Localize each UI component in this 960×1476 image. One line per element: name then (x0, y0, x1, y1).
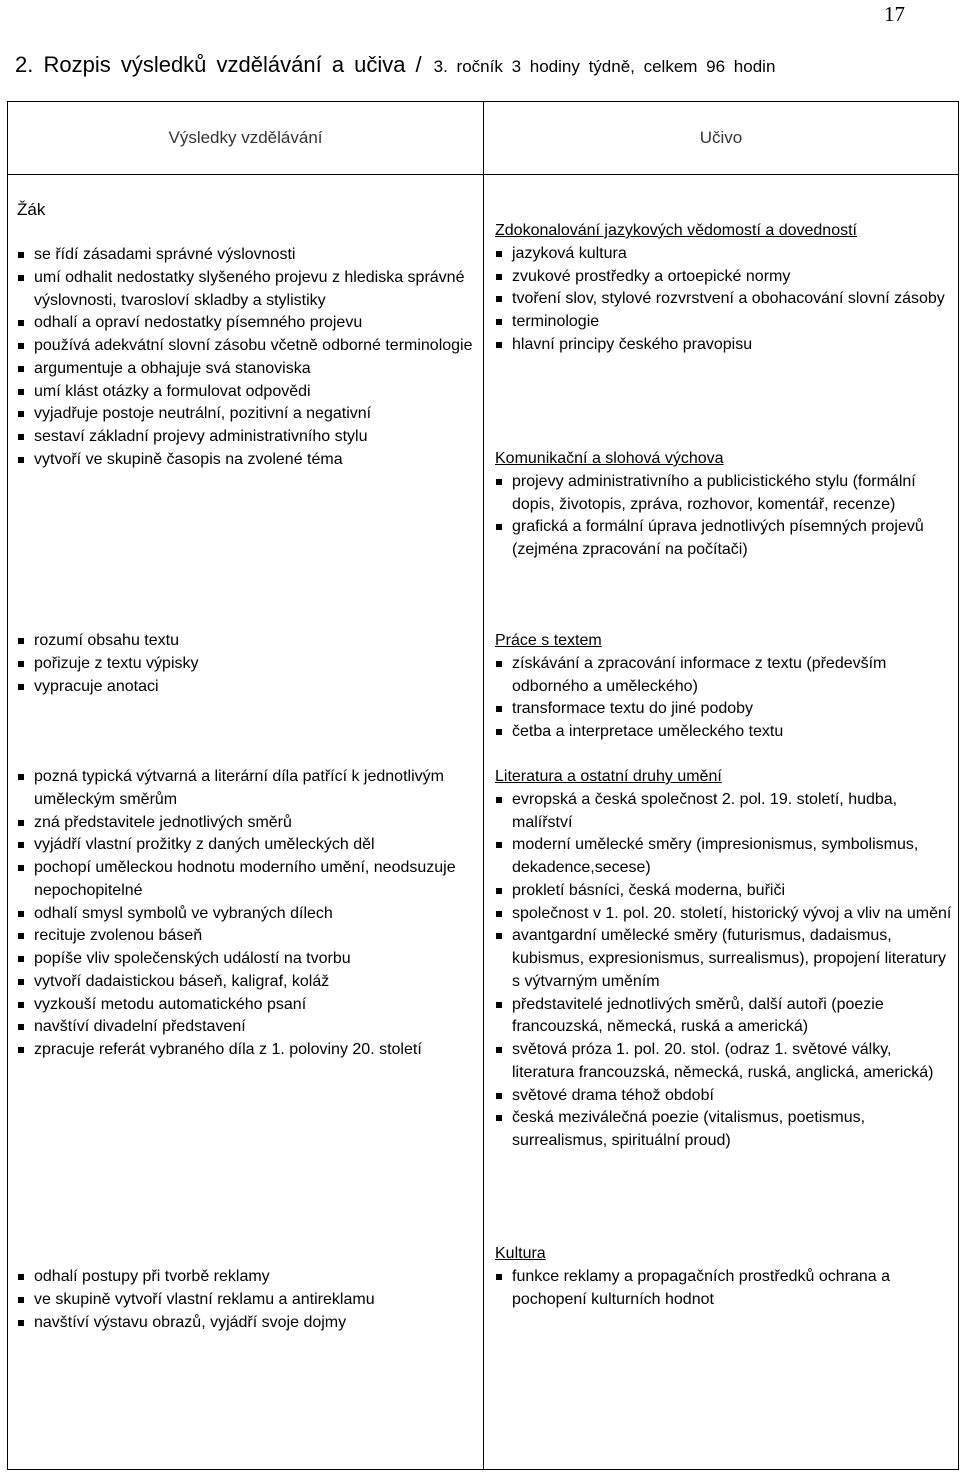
curriculum-section-culture (495, 1243, 955, 1311)
curriculum-section-language (495, 220, 955, 357)
list-item: projevy administrativního a publicistického stylu (formální dopis, životopis, zpráva, rozhovor, komentář, recenze) (495, 471, 955, 517)
list-item: hlavní principy českého pravopisu (495, 334, 955, 357)
list-item: se řídí zásadami správné výslovnosti (17, 244, 479, 267)
list-item: vyzkouší metodu automatického psaní (17, 994, 479, 1017)
header-results: Výsledky vzdělávání (168, 128, 323, 147)
results-group-culture (17, 1266, 479, 1334)
list-item: popíše vliv společenských událostí na tvorbu (17, 948, 479, 971)
list-item: umí odhalit nedostatky slyšeného projevu z hlediska správné výslovnosti, tvarosloví skladby a stylistiky (17, 267, 479, 313)
list-item: vyjadřuje postoje neutrální, pozitivní a negativní (17, 403, 479, 426)
page-heading (15, 52, 945, 78)
list-item: získávání a zpracování informace z textu (především odborného a uměleckého) (495, 653, 955, 699)
list-item: představitelé jednotlivých směrů, další autoři (poezie francouzská, německá, ruská a americká) (495, 994, 955, 1040)
list-item: jazyková kultura (495, 243, 955, 266)
list-item: vypracuje anotaci (17, 676, 479, 699)
list-item: navštíví divadelní představení (17, 1016, 479, 1039)
list-item: grafická a formální úprava jednotlivých písemných projevů (zejména zpracování na počítači) (495, 516, 955, 562)
list-item: odhalí smysl symbolů ve vybraných dílech (17, 903, 479, 926)
results-group-language (17, 244, 479, 472)
list-item: umí klást otázky a formulovat odpovědi (17, 381, 479, 404)
list-item: tvoření slov, stylové rozvrstvení a obohacování slovní zásoby (495, 288, 955, 311)
heading-separator: / (415, 52, 422, 77)
list-item: pořizuje z textu výpisky (17, 653, 479, 676)
list-item: česká meziválečná poezie (vitalismus, poetismus, surrealismus, spirituální proud) (495, 1107, 955, 1153)
list-item: avantgardní umělecké směry (futurismus, dadaismus, kubismus, expresionismus, surrealismus), propojení literatury s výtvarným uměním (495, 925, 955, 993)
section-title: Zdokonalování jazykových vědomostí a dovedností (495, 222, 857, 239)
list-item: vyjádří vlastní prožitky z daných uměleckých děl (17, 834, 479, 857)
list-item: četba a interpretace uměleckého textu (495, 721, 955, 744)
list-item: moderní umělecké směry (impresionismus, symbolismus, dekadence,secese) (495, 834, 955, 880)
column-divider (483, 102, 484, 1469)
page-number: 17 (884, 2, 905, 26)
list-item: terminologie (495, 311, 955, 334)
list-item: zvukové prostředky a ortoepické normy (495, 266, 955, 289)
list-item: vytvoří ve skupině časopis na zvolené téma (17, 449, 479, 472)
list-item: používá adekvátní slovní zásobu včetně odborné terminologie (17, 335, 479, 358)
list-item: vytvoří dadaistickou báseň, kaligraf, koláž (17, 971, 479, 994)
list-item: recituje zvolenou báseň (17, 925, 479, 948)
section-title: Kultura (495, 1245, 546, 1262)
curriculum-section-literature (495, 766, 955, 1153)
results-group-text (17, 630, 479, 698)
list-item: zpracuje referát vybraného díla z 1. poloviny 20. století (17, 1039, 479, 1062)
list-item: pochopí uměleckou hodnotu moderního umění, neodsuzuje nepochopitelné (17, 857, 479, 903)
list-item: ve skupině vytvoří vlastní reklamu a antireklamu (17, 1289, 479, 1312)
list-item: světová próza 1. pol. 20. stol. (odraz 1. světové války, literatura francouzská, německá, ruská, anglická, americká) (495, 1039, 955, 1085)
section-title: Literatura a ostatní druhy umění (495, 768, 722, 785)
header-curriculum: Učivo (699, 128, 743, 147)
list-item: sestaví základní projevy administrativního stylu (17, 426, 479, 449)
list-item: pozná typická výtvarná a literární díla patřící k jednotlivým uměleckým směrům (17, 766, 479, 812)
curriculum-table (7, 101, 959, 1470)
student-label: Žák (17, 200, 46, 219)
list-item: odhalí postupy při tvorbě reklamy (17, 1266, 479, 1289)
list-item: funkce reklamy a propagačních prostředků ochrana a pochopení kulturních hodnot (495, 1266, 955, 1312)
list-item: zná představitele jednotlivých směrů (17, 812, 479, 835)
list-item: rozumí obsahu textu (17, 630, 479, 653)
heading-subtitle: 3. ročník 3 hodiny týdně, celkem 96 hodin (433, 57, 776, 76)
list-item: společnost v 1. pol. 20. století, historický vývoj a vliv na umění (495, 903, 955, 926)
list-item: evropská a česká společnost 2. pol. 19. století, hudba, malířství (495, 789, 955, 835)
curriculum-section-communication (495, 448, 955, 562)
list-item: světové drama téhož období (495, 1085, 955, 1108)
curriculum-section-text (495, 630, 955, 744)
results-group-literature (17, 766, 479, 1062)
list-item: prokletí básníci, česká moderna, buřiči (495, 880, 955, 903)
list-item: navštíví výstavu obrazů, vyjádří svoje dojmy (17, 1312, 479, 1335)
list-item: odhalí a opraví nedostatky písemného projevu (17, 312, 479, 335)
section-title: Komunikační a slohová výchova (495, 450, 724, 467)
section-title: Práce s textem (495, 632, 602, 649)
list-item: argumentuje a obhajuje svá stanoviska (17, 358, 479, 381)
heading-title: 2. Rozpis výsledků vzdělávání a učiva (15, 52, 406, 77)
list-item: transformace textu do jiné podoby (495, 698, 955, 721)
